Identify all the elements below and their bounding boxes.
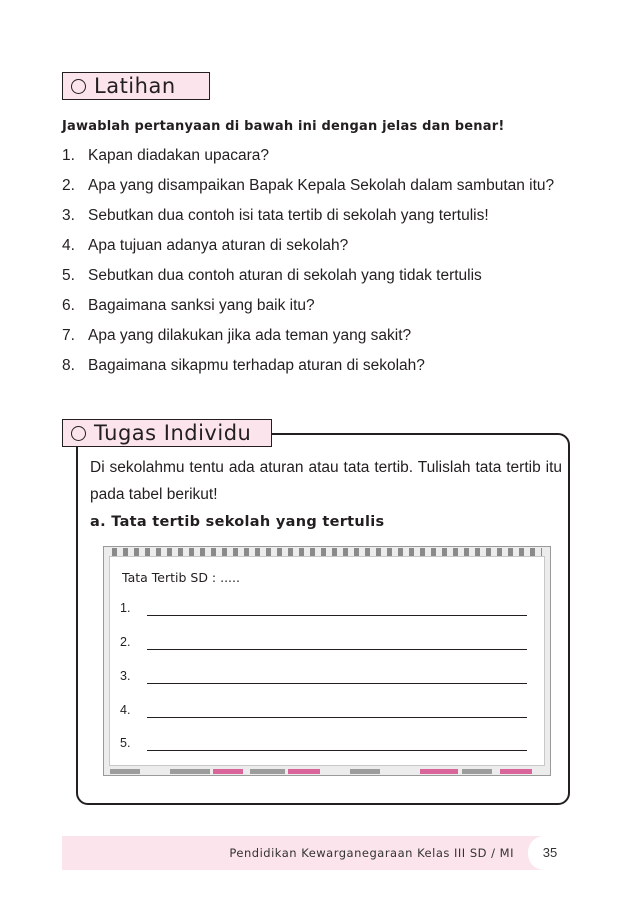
- question-text: Sebutkan dua contoh aturan di sekolah yang tidak tertulis: [88, 267, 482, 284]
- question-item: [62, 265, 582, 287]
- notebook-tabs: [110, 769, 545, 774]
- notebook-title: Tata Tertib SD : .....: [122, 570, 240, 585]
- page-number: 35: [528, 836, 572, 870]
- question-text: Kapan diadakan upacara?: [88, 147, 269, 164]
- notebook-tab: [110, 769, 140, 774]
- question-text: Apa yang dilakukan jika ada teman yang sakit?: [88, 327, 412, 344]
- notebook-line: [120, 736, 530, 756]
- notebook-page: [109, 556, 545, 766]
- question-number: 3.: [62, 207, 75, 224]
- question-item: [62, 295, 582, 317]
- question-text: Sebutkan dua contoh isi tata tertib di sekolah yang tertulis!: [88, 207, 489, 224]
- latihan-header: [62, 72, 210, 100]
- line-number: 3.: [120, 669, 131, 683]
- notebook-tab: [170, 769, 210, 774]
- instruction: Jawablah pertanyaan di bawah ini dengan jelas dan benar!: [62, 119, 505, 134]
- question-item: [62, 205, 582, 227]
- notebook-tab: [420, 769, 458, 774]
- circle-icon: [71, 79, 86, 94]
- circle-icon: [71, 426, 86, 441]
- question-text: Apa tujuan adanya aturan di sekolah?: [88, 237, 349, 254]
- line-number: 1.: [120, 601, 131, 615]
- write-line: [147, 615, 527, 616]
- write-line: [147, 683, 527, 684]
- notebook-line: [120, 703, 530, 723]
- question-item: [62, 235, 582, 257]
- question-text: Apa yang disampaikan Bapak Kepala Sekolah dalam sambutan itu?: [88, 177, 555, 194]
- notebook-tab: [250, 769, 285, 774]
- page-footer: [62, 836, 572, 870]
- line-number: 4.: [120, 703, 131, 717]
- notebook-tab: [288, 769, 320, 774]
- footer-text: Pendidikan Kewarganegaraan Kelas III SD / MI: [229, 846, 514, 860]
- question-number: 6.: [62, 297, 75, 314]
- notebook-line: [120, 601, 530, 621]
- notebook-line: [120, 669, 530, 689]
- line-number: 5.: [120, 736, 131, 750]
- task-text: Di sekolahmu tentu ada aturan atau tata tertib. Tulislah tata tertib itu pada tabel berikut!: [90, 459, 562, 503]
- latihan-title: Latihan: [94, 74, 176, 98]
- question-text: Bagaimana sanksi yang baik itu?: [88, 297, 315, 314]
- notebook-tab: [462, 769, 492, 774]
- question-item: [62, 145, 582, 167]
- task-subheading: a. Tata tertib sekolah yang tertulis: [90, 514, 385, 530]
- question-item: [62, 175, 582, 197]
- question-number: 1.: [62, 147, 75, 164]
- tugas-header: [62, 419, 272, 447]
- write-line: [147, 649, 527, 650]
- line-number: 2.: [120, 635, 131, 649]
- question-number: 5.: [62, 267, 75, 284]
- notebook-line: [120, 635, 530, 655]
- write-line: [147, 717, 527, 718]
- question-number: 8.: [62, 357, 75, 374]
- notebook-tab: [500, 769, 532, 774]
- notebook-tab: [350, 769, 380, 774]
- question-list: [62, 145, 582, 385]
- question-number: 4.: [62, 237, 75, 254]
- question-number: 2.: [62, 177, 75, 194]
- tugas-title: Tugas Individu: [94, 421, 252, 445]
- question-number: 7.: [62, 327, 75, 344]
- notebook-tab: [213, 769, 243, 774]
- question-item: [62, 355, 582, 377]
- write-line: [147, 750, 527, 751]
- question-item: [62, 325, 582, 347]
- question-text: Bagaimana sikapmu terhadap aturan di sekolah?: [88, 357, 425, 374]
